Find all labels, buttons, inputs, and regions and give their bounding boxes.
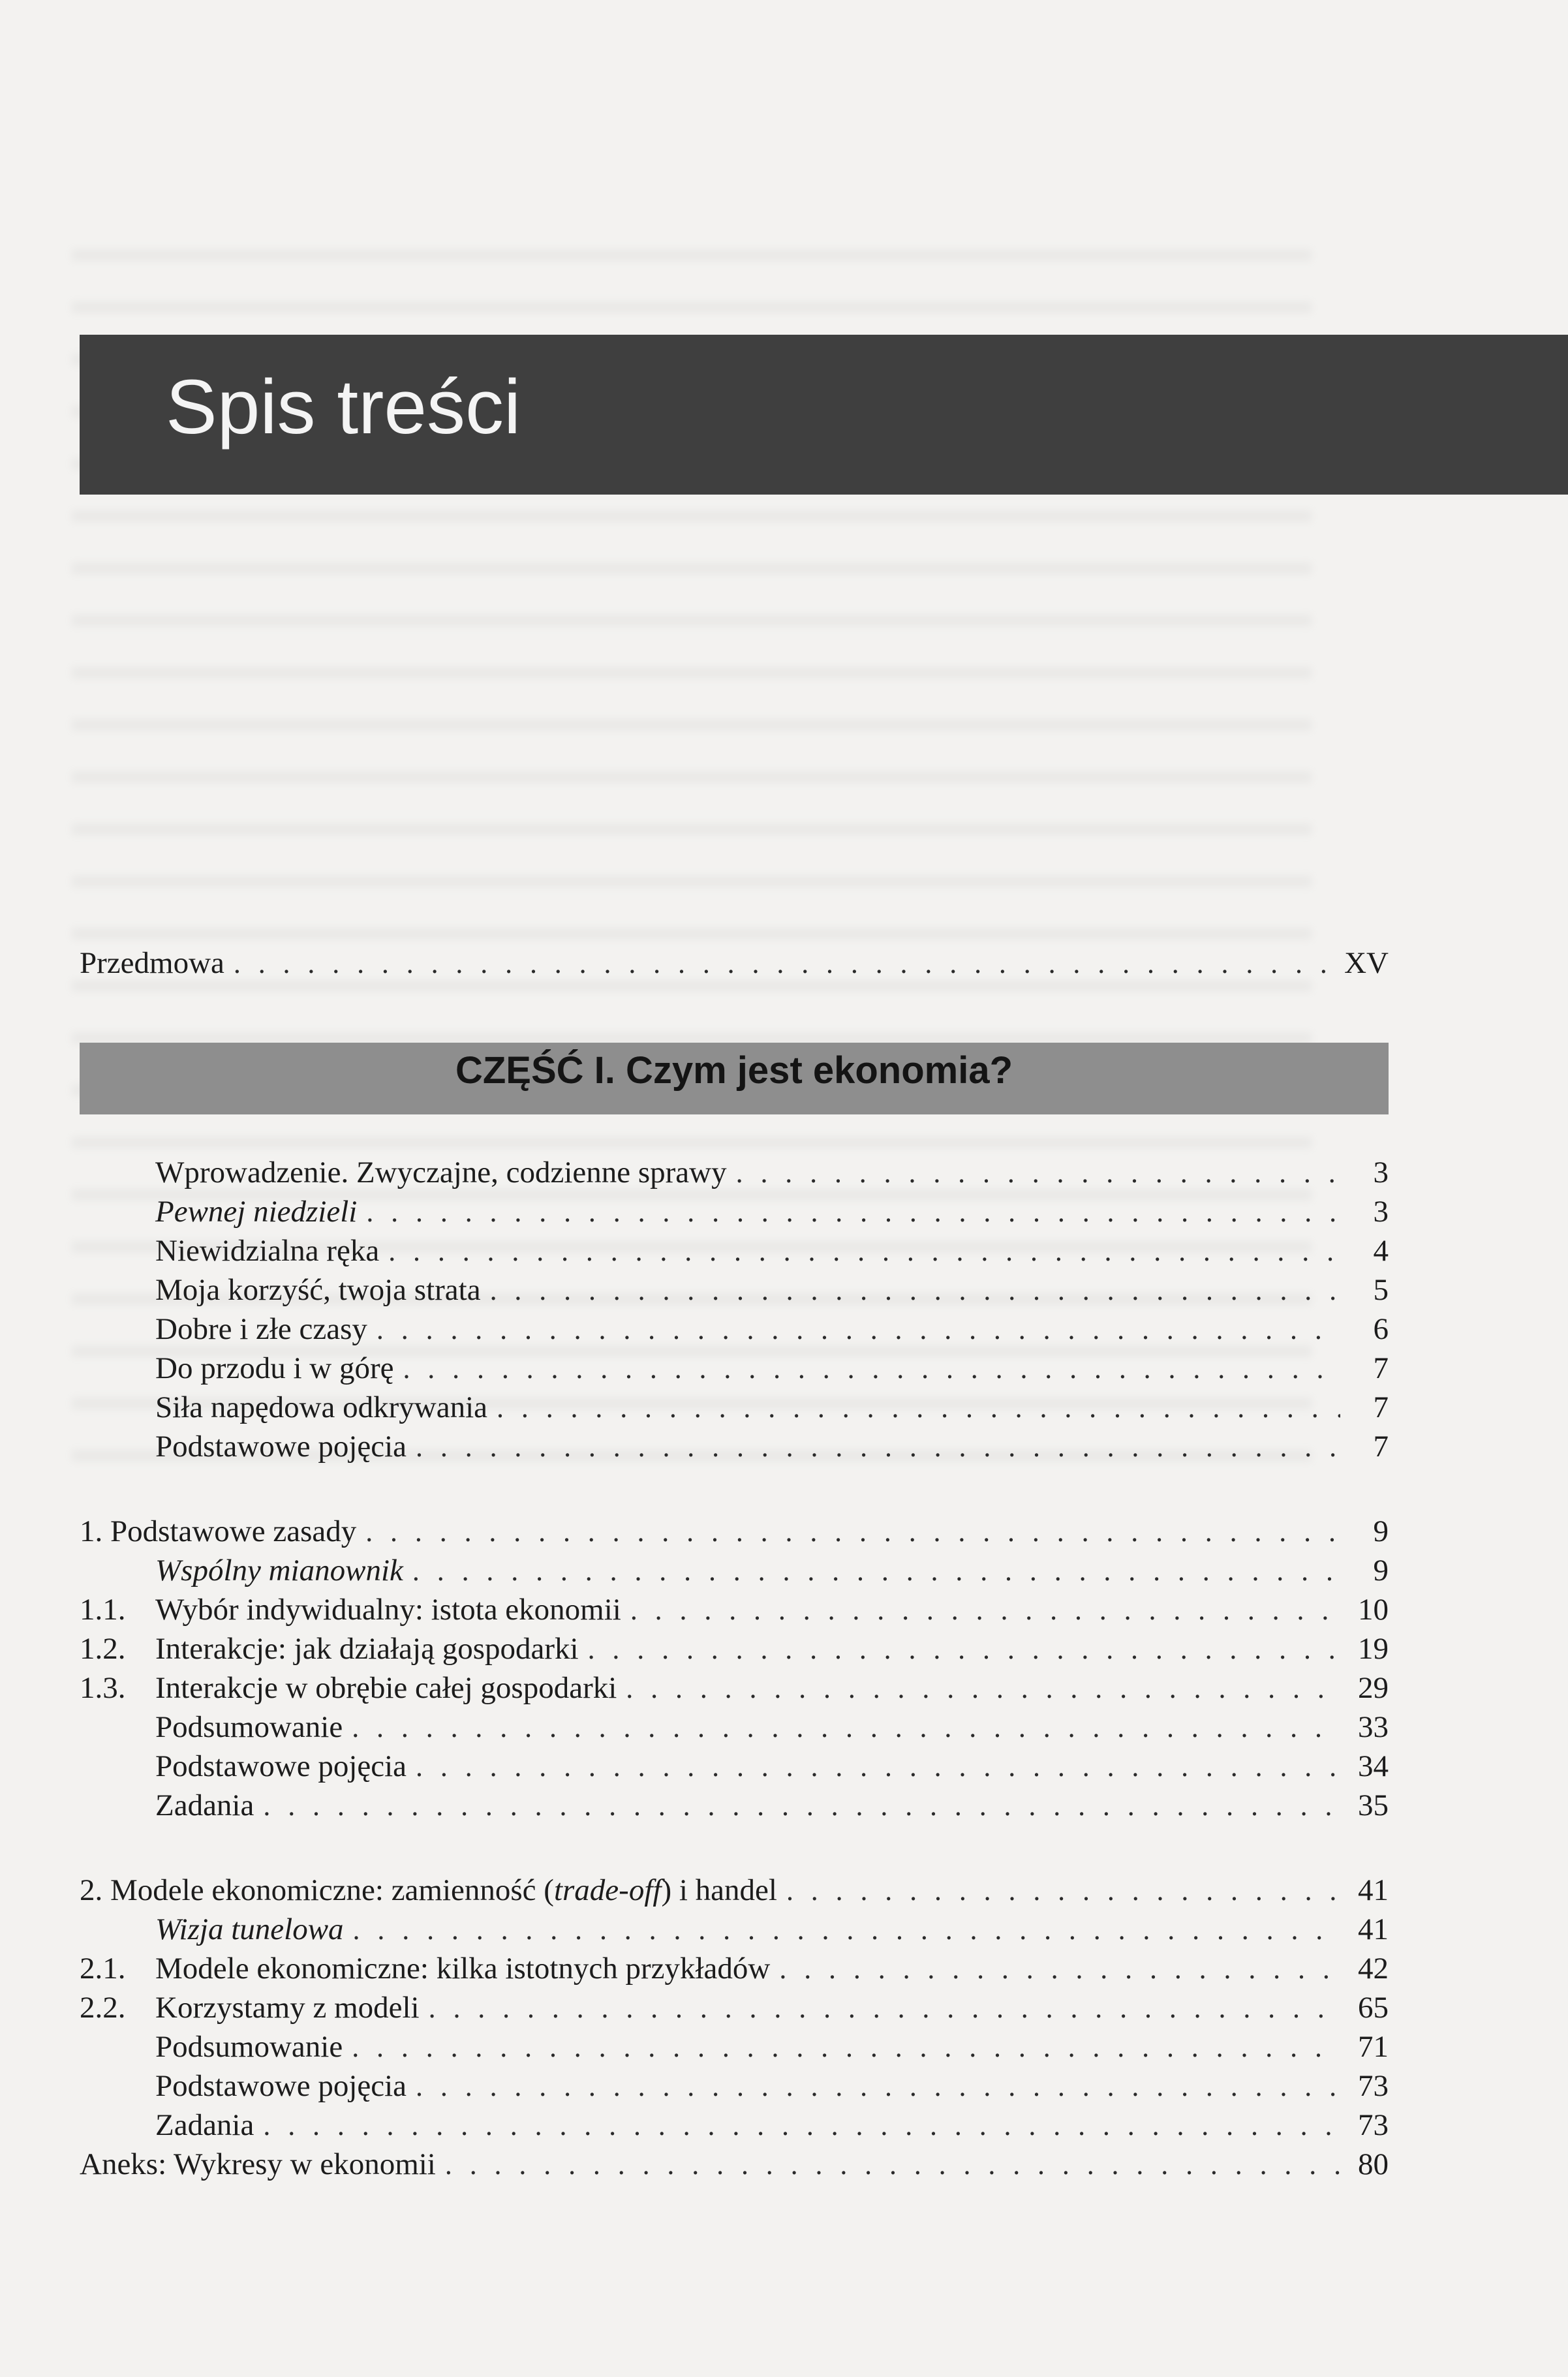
- dot-leader: [490, 1270, 1340, 1311]
- toc-page-number: 65: [1358, 1991, 1389, 2025]
- dot-leader: [786, 1871, 1340, 1911]
- toc-entry-label: Pewnej niedzieli: [155, 1195, 358, 1229]
- dot-leader: [412, 1551, 1340, 1591]
- toc-page-number: 10: [1358, 1593, 1389, 1627]
- toc-entry-label: Podsumowanie: [155, 2030, 343, 2064]
- dot-leader: [497, 1388, 1340, 1428]
- toc-entry-label: Zadania: [155, 1788, 254, 1822]
- dot-leader: [630, 1590, 1340, 1631]
- toc-entry-label: Siła napędowa odkrywania: [155, 1390, 488, 1424]
- dot-leader: [263, 2106, 1340, 2146]
- toc-page-number: 80: [1358, 2147, 1389, 2181]
- toc-entry: [80, 1426, 1389, 1467]
- toc-page-number: 33: [1358, 1710, 1389, 1744]
- toc-entry: [80, 1707, 1389, 1747]
- toc-entry: [80, 1909, 1389, 1950]
- dot-leader: [416, 1427, 1340, 1467]
- toc-entry-label: Niewidzialna ręka: [155, 1234, 380, 1268]
- toc-page-number: 34: [1358, 1749, 1389, 1783]
- toc-page-number: 19: [1358, 1632, 1389, 1666]
- toc-page-number: 42: [1358, 1952, 1389, 1986]
- toc-entry-label: Podstawowe pojęcia: [155, 1430, 407, 1464]
- toc-entry-label: Podsumowanie: [155, 1710, 343, 1744]
- toc-chapter-entry: [80, 1511, 1389, 1552]
- dot-leader: [416, 2066, 1340, 2107]
- dot-leader: [588, 1629, 1340, 1670]
- toc-page-number: 9: [1373, 1554, 1389, 1587]
- toc-entry: [80, 1231, 1389, 1271]
- toc-section-number: 1.1.: [80, 1593, 126, 1627]
- toc-entry-label: Wspólny mianownik: [155, 1554, 403, 1587]
- toc-entry: [80, 1668, 1389, 1708]
- dot-leader: [403, 1349, 1340, 1389]
- dot-leader: [429, 1988, 1340, 2029]
- toc-entry: [80, 1629, 1389, 1669]
- toc-entry: [80, 1550, 1389, 1591]
- toc-entry: [80, 2105, 1389, 2145]
- dot-leader: [416, 1747, 1340, 1787]
- toc-page-number: XV: [1344, 946, 1389, 980]
- toc-page-number: 73: [1358, 2069, 1389, 2103]
- toc-entry-label: Zadania: [155, 2108, 254, 2142]
- dot-leader: [352, 1708, 1340, 1748]
- toc-page-number: 7: [1373, 1430, 1389, 1464]
- dot-leader: [388, 1231, 1340, 1272]
- dot-leader: [263, 1786, 1340, 1826]
- toc-entry: [80, 1746, 1389, 1787]
- toc-entry: [80, 1348, 1389, 1388]
- toc-entry-label: Interakcje w obrębie całej gospodarki: [155, 1671, 617, 1705]
- dot-leader: [353, 1910, 1340, 1950]
- toc-page-number: 41: [1358, 1873, 1389, 1907]
- toc-entry-label: Modele ekonomiczne: kilka istotnych przykładów: [155, 1952, 771, 1986]
- toc-entry-label: Aneks: Wykresy w ekonomii: [80, 2147, 436, 2181]
- toc-entry-preface: [80, 943, 1389, 983]
- toc-page-number: 41: [1358, 1912, 1389, 1946]
- toc-entry: [80, 1948, 1389, 1989]
- toc-entry-label: Podstawowe pojęcia: [155, 1749, 407, 1783]
- toc-section-number: 2.2.: [80, 1991, 126, 2025]
- dot-leader: [445, 2145, 1340, 2185]
- dot-leader: [736, 1153, 1340, 1193]
- toc-entry: [80, 2066, 1389, 2106]
- toc-entry: [80, 1987, 1389, 2028]
- toc-page-number: 3: [1373, 1156, 1389, 1189]
- toc-entry: [80, 1589, 1389, 1630]
- toc-entry: [80, 2027, 1389, 2067]
- toc-chapter-entry: [80, 2144, 1389, 2185]
- toc-page-number: 3: [1373, 1195, 1389, 1229]
- dot-leader: [779, 1949, 1340, 1989]
- toc-entry-label: 2. Modele ekonomiczne: zamienność (trade-off) i handel: [80, 1873, 777, 1907]
- dot-leader: [626, 1668, 1340, 1709]
- toc-entry-label: Do przodu i w górę: [155, 1351, 394, 1385]
- toc-entry-label: Dobre i złe czasy: [155, 1312, 367, 1346]
- toc-page-number: 29: [1358, 1671, 1389, 1705]
- toc-page-number: 7: [1373, 1351, 1389, 1385]
- toc-entry: [80, 1309, 1389, 1349]
- toc-page-number: 5: [1373, 1273, 1389, 1307]
- toc-entry: [80, 1387, 1389, 1428]
- toc-page-number: 73: [1358, 2108, 1389, 2142]
- toc-page-number: 9: [1373, 1514, 1389, 1548]
- toc-page-number: 71: [1358, 2030, 1389, 2064]
- toc-entry: [80, 1785, 1389, 1826]
- dot-leader: [234, 943, 1335, 984]
- dot-leader: [365, 1512, 1340, 1552]
- page-title: Spis treści: [166, 364, 521, 450]
- toc-entry: [80, 1270, 1389, 1310]
- part-heading: CZĘŚĆ I. Czym jest ekonomia?: [455, 1049, 1013, 1092]
- toc-entry-label: Interakcje: jak działają gospodarki: [155, 1632, 579, 1666]
- dot-leader: [366, 1192, 1340, 1233]
- toc-page-number: 4: [1373, 1234, 1389, 1268]
- dot-leader: [352, 2027, 1340, 2068]
- toc-section-number: 1.2.: [80, 1632, 126, 1666]
- toc-section-number: 2.1.: [80, 1952, 126, 1986]
- toc-entry-label: Korzystamy z modeli: [155, 1991, 420, 2025]
- toc-entry: [80, 1191, 1389, 1232]
- toc-entry-label: Moja korzyść, twoja strata: [155, 1273, 481, 1307]
- toc-section-number: 1.3.: [80, 1671, 126, 1705]
- toc-entry-label: Wizja tunelowa: [155, 1912, 344, 1946]
- dot-leader: [377, 1310, 1340, 1350]
- toc-entry-label: Wprowadzenie. Zwyczajne, codzienne sprawy: [155, 1156, 727, 1189]
- toc-page-number: 6: [1373, 1312, 1389, 1346]
- toc-page-number: 7: [1373, 1390, 1389, 1424]
- toc-chapter-entry: [80, 1870, 1389, 1910]
- toc-entry: [80, 1152, 1389, 1193]
- toc-entry-label: Wybór indywidualny: istota ekonomii: [155, 1593, 621, 1627]
- toc-entry-label: Przedmowa: [80, 946, 224, 980]
- toc-entry-label: 1. Podstawowe zasady: [80, 1514, 357, 1548]
- toc-page-number: 35: [1358, 1788, 1389, 1822]
- toc-entry-label: Podstawowe pojęcia: [155, 2069, 407, 2103]
